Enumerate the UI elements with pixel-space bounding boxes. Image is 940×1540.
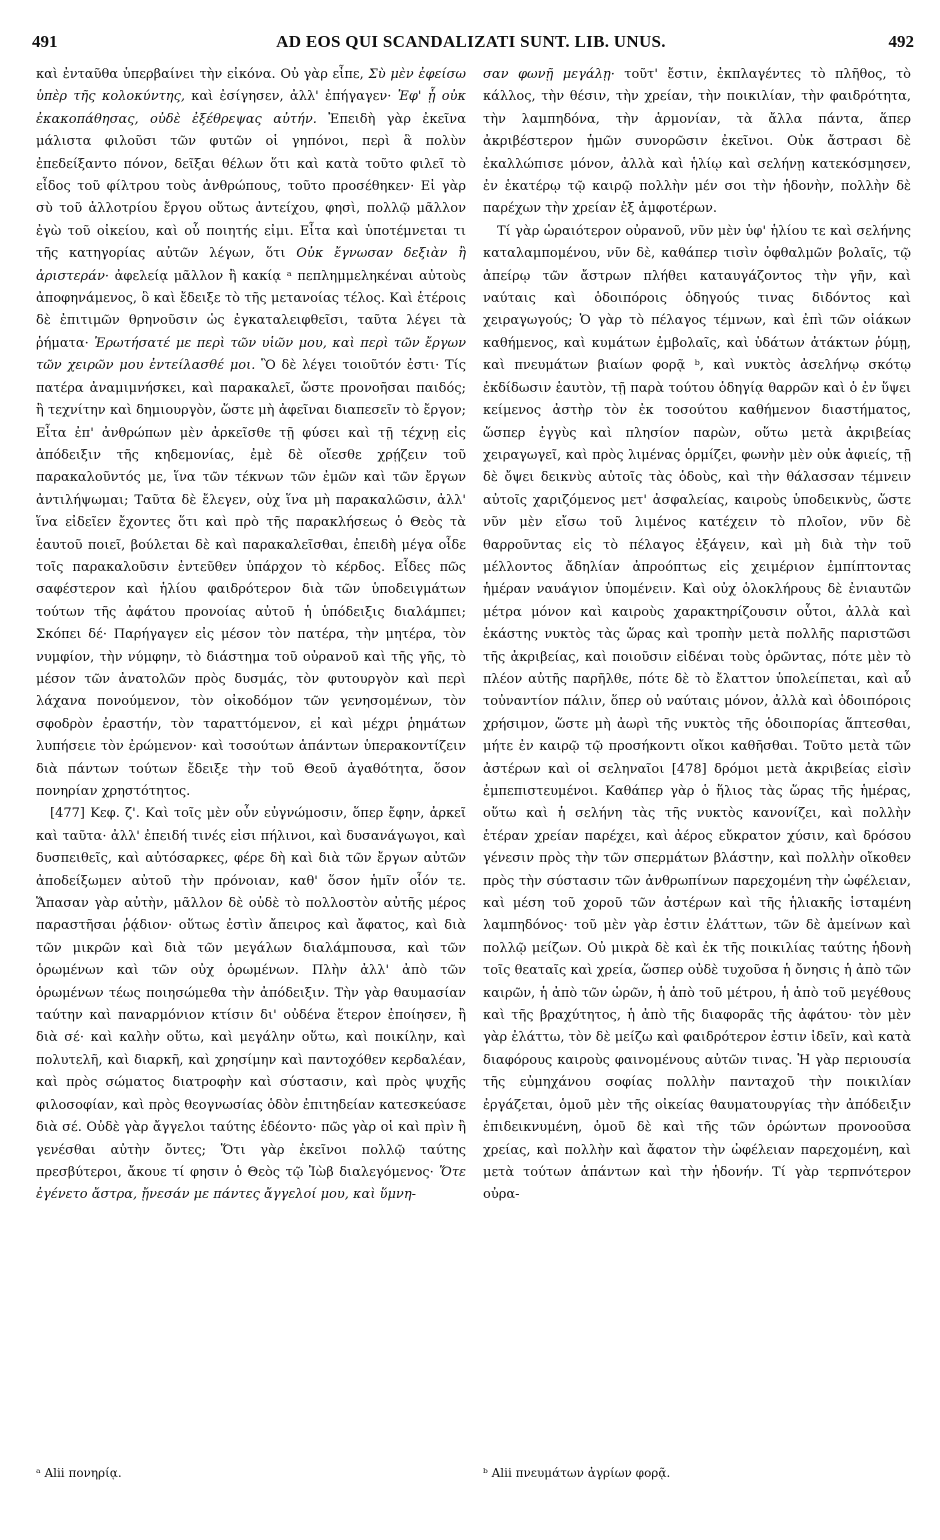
text-run: Ἐπειδὴ γὰρ ἐκεῖνα μάλιστα φιλοῦσι τῶν φυτῶν οἱ γηπόνοι, περὶ ἃ πολὺν ἐπεδείξαντο πόνον, δεῖξαι θέλων ὅτι καὶ κατὰ τοῦτο φιλεῖ τὸ εἶδος τοῦ φίλτρου τοὺς ἀνθρώπους, τοῦτο προσέθηκεν· Εἰ γὰρ σὺ τοῦ ἀλλοτρίου ἔργου οὕτως ἀντείχου, φησὶ, πολλῷ μᾶλλον ἐγὼ τοῦ οἰκείου, καὶ οὗ ποιητής εἰμι. Εἶτα καὶ ὑποτέμνεται τι τῆς κατηγορίας αὐτῶν λέγων, ὅτι [36, 111, 466, 262]
scripture-quote: σαν φωνῇ μεγάλῃ· [483, 67, 615, 82]
scripture-quote: Σὺ μὲν ἐφείσω ὑπὲρ τῆς κολοκύντης, [36, 67, 466, 105]
scripture-quote: Ἐφ' ᾗ οὐκ ἐκακοπάθησας, οὐδὲ ἐξέθρεψας αὐτήν. [36, 89, 466, 127]
text-run: ἀφελείᾳ μᾶλλον ἢ κακίᾳ ᵃ πεπλημμεληκέναι αὐτοὺς ἀποφηνάμενος, ὃ καὶ ἔδειξε τὸ τῆς μετανοίας τέλος. Καὶ ἑτέροις δὲ ἐπιτιμῶν θρηνοῦσιν ὡς ἐγκαταλειφθεῖσι, ταῦτα λέγει τὰ ῥήματα· [36, 268, 466, 351]
right-paragraph-2: Τί γὰρ ὡραιότερον οὐρανοῦ, νῦν μὲν ὑφ' ἡλίου τε καὶ σελήνης καταλαμπομένου, νῦν δὲ, καθάπερ τισὶν ὀφθαλμῶν βολαῖς, τῷ ἀπείρῳ τῶν ἄστρων πλήθει καταυγάζοντος τὴν γῆν, καὶ ναύταις καὶ ὁδοιπόροις ὁδηγούς τινας διδόντος καὶ χειραγωγούς; Ὁ γὰρ τὸ πέλαγος τέμνων, καὶ ἐπὶ τῶν οἰάκων καθήμενος, καὶ κυμάτων ἐμβολαῖς, καὶ ὑδάτων ἀτάκτων ῥύμῃ, καὶ πνευμάτων βιαίων φορᾷ ᵇ, καὶ νυκτὸς ἀσελήνῳ σκότῳ ἐκδίδωσιν ἑαυτὸν, τῇ παρὰ τούτου ὁδηγίᾳ θαρρῶν καὶ ὁ ἐν ὕψει κείμενος ἀστὴρ τὸν ἐκ τοσούτου καθήμενον διαστήματος, ὥσπερ ἐγγὺς καὶ πλησίον παρὼν, οὕτω μετὰ ἀκριβείας χειραγωγεῖ, καὶ πρὸς λιμένας ὁρμίζει, φωνὴν μὲν οὐκ ἀφιείς, τῇ δὲ ὄψει δεικνὺς αὐτοῖς τὰς ὁδοὺς, καὶ τὴν θάλασσαν τέμνειν αὐτοῖς χαριζόμενος μετ' ἀσφαλείας, καιροὺς ὑποδεικνὺς, ὥστε νῦν μὲν εἴσω τοῦ λιμένος κατέχειν τὸ πλοῖον, νῦν δὲ θαρροῦντας εἰς τὸ πέλαγος ἐξάγειν, καὶ μὴ διὰ τὴν τοῦ μέλλοντος ἄδηλίαν ἀπροόπτως εἰς χειμέριον ἐμπίπτοντας ἡμέραν ναυάγιον ὑπομένειν. Καὶ οὐχ ὁλοκλήρους δὲ ἐνιαυτῶν μέτρα μόνον καὶ καιροὺς χαρακτηρίζουσιν οὗτοι, ἀλλὰ καὶ ἑκάστης νυκτὸς τὰς ὥρας καὶ τροπὴν μετὰ πολλῆς παριστῶσι τῆς ἀκριβείας, καὶ ποιοῦσιν εἰδέναι τοὺς ὁρῶντας, πότε μὲν τὸ πλέον αὐτῆς παρῆλθε, πότε δὲ τὸ ἔλαττον ὑπολείπεται, καὶ αὖ τοὐναντίον πάλιν, ὅπερ οὐ ναύταις μόνον, ἀλλὰ καὶ ὁδοιπόροις χρήσιμον, ὥστε μὴ ἀωρὶ τῆς νυκτὸς τῆς ὁδοιπορίας ἅπτεσθαι, μήτε ἐν καιρῷ τῷ προσήκοντι οἴκοι καθῆσθαι. Τοῦτο μετὰ τῶν ἀστέρων καὶ οἱ σεληναῖοι [478] δρόμοι μετὰ ἀκριβείας εἰσὶν ἐμπεπιστευμένοι. Καθάπερ γὰρ ὁ ἥλιος τὰς ὥρας τῆς ἡμέρας, οὕτω καὶ ἡ σελήνη τὰς τῆς νυκτὸς κανονίζει, καὶ πολλὴν ἑτέραν χρείαν παρέχει, καὶ ἀέρος εὔκρατον χύσιν, καὶ δρόσου γένεσιν πρὸς τὴν τῶν σπερμάτων βλάστην, καὶ πολλὴν οἴκοθεν πρὸς τὴν σύστασιν τῶν ἀνθρωπίνων παρεχομένη τὴν ὠφέλειαν, καὶ μέση τοῦ χοροῦ τῶν ἀστέρων καὶ τῆς ἡλιακῆς ἱσταμένη λαμπηδόνος· τοῦ μὲν γὰρ ἐστιν ἐλάττων, τῶν δὲ ἀμείνων καὶ πολλῷ μείζων. Οὐ μικρὰ δὲ καὶ ἐκ τῆς ποικιλίας ταύτης ἡδονὴ τοῖς θεαταῖς καὶ χρεία, ὥσπερ οὐδὲ τυχοῦσα ἡ ὄνησις ἡ ἀπὸ τῶν καιρῶν, ἡ ἀπὸ τῶν ὡρῶν, ἡ ἀπὸ τοῦ μέτρου, ἡ ἀπὸ τοῦ μεγέθους καὶ τῆς βραχύτητος, ἡ ἀπὸ τῆς διαφορᾶς τῆς ἀφάτου· τὸν μὲν γὰρ ἐλάττω, τὸν δὲ μείζω καὶ φαιδρότερον ἐστιν ἰδεῖν, καὶ κατὰ διαφόρους καιροὺς φαινομένους αὐτῶν τινας. Ἡ γὰρ περιουσία τῆς εὐμηχάνου σοφίας πολλὴν πανταχοῦ τὴν ποικιλίαν ἐργάζεται, ὁμοῦ μὲν τῆς οἰκείας θαυματουργίας τὴν ἀπόδειξιν ἐπιδεικνυμένη, ὁμοῦ δὲ καὶ τῆς τῶν ὁρώντων προνοοῦσα χρείας, καὶ πολλὴν καὶ ἄφατον τὴν ὠφέλειαν παρεχομένη, καὶ μετὰ τούτων ἁπάντων καὶ τὴν ἡδονήν. Τί γὰρ τερπνότερον οὐρα- [483, 223, 911, 1203]
text-run: καὶ ἐνταῦθα ὑπερβαίνει τὴν εἰκόνα. Οὐ γὰρ εἶπε, [36, 67, 369, 82]
text-run: τοῦτ' ἔστιν, ἐκπλαγέντες τὸ πλῆθος, τὸ κάλλος, τὴν θέσιν, τὴν χρείαν, τὴν ποικιλίαν, τὴν φαιδρότητα, τὴν λαμπηδόνα, τὴν ἁρμονίαν, τὰ ἄλλα πάντα, ἅπερ ἀκριβέστερον ἡμῶν συνορῶσιν ἐκεῖνοι. Οὐκ ἄστρασι δὲ ἐκαλλώπισε μόνον, ἀλλὰ καὶ ἡλίῳ καὶ σελήνῃ κατεκόσμησεν, ἐν ἑκατέρῳ τῷ καιρῷ πολλὴν μέν σοι τὴν ἡδονὴν, πολλὴν δὲ παρέχων τὴν χρείαν ἐξ ἀμφοτέρων. [483, 67, 911, 217]
left-paragraph-2 [36, 803, 466, 1206]
page-number-right: 492 [888, 32, 914, 51]
scripture-quote: Ἐρωτήσατέ με περὶ τῶν υἱῶν μου, καὶ περὶ τῶν ἔργων τῶν χειρῶν μου ἐντείλασθέ μοι. [36, 335, 466, 374]
footnote-a: ᵃ Alii πονηρίᾳ. [36, 1466, 122, 1480]
running-header [28, 32, 914, 58]
scripture-quote: Οὐκ ἔγνωσαν δεξιὰν ἢ ἀριστεράν· [36, 246, 466, 284]
right-column [483, 64, 911, 1449]
running-title: AD EOS QUI SCANDALIZATI SUNT. LIB. UNUS. [276, 32, 666, 51]
text-run: [477] Κεφ. ζ'. Καὶ τοῖς μὲν οὖν εὐγνώμοσιν, ὅπερ ἔφην, ἀρκεῖ καὶ ταῦτα· ἀλλ' ἐπειδή τινές εἰσι πήλινοι, καὶ δυσανάγωγοι, καὶ δυσπειθεῖς, καὶ αὐτόσαρκες, φέρε δὴ καὶ διὰ τῶν ἔργων αὐτῶν ἀποδείξωμεν αὐτοῦ τὴν πρόνοιαν, καθ' ὅσον ἡμῖν οἷόν τε. Ἅπασαν γὰρ αὐτὴν, μᾶλλον δὲ οὐδὲ τὸ πολλοστὸν αὐτῆς μέρος παραστῆσαι ῥᾴδιον· οὕτως ἐστὶν ἄπειρος καὶ ἄφατος, καὶ διὰ τῶν μικρῶν καὶ διὰ τῶν μεγάλων διαλάμπουσα, καὶ τῶν ὁρωμένων καὶ τῶν οὐχ ὁρωμένων. Πλὴν ἀλλ' ἀπὸ τῶν ὁρωμένων τέως ποιησώμεθα τὴν ἀπόδειξιν. Τὴν γὰρ θαυμασίαν ταύτην καὶ παναρμόνιον κτίσιν δι' οὐδένα ἕτερον ἐποίησεν, ἢ διὰ σέ· καὶ καλὴν οὕτω, καὶ μεγάλην οὕτω, καὶ ποικίλην, καὶ πολυτελῆ, καὶ διαρκῆ, καὶ χρησίμην καὶ παντοχόθεν κερδαλέαν, καὶ πρὸς σώματος διατροφὴν καὶ σύστασιν, καὶ πρὸς ψυχῆς φιλοσοφίαν, καὶ πρὸς θεογνωσίας ὁδὸν ἐπιτηδείαν κατεσκεύασε διὰ σέ. Οὐδὲ γὰρ ἄγγελοι ταύτης ἐδέοντο· πῶς γὰρ οἱ καὶ πρὶν ἢ γενέσθαι αὐτὴν ὄντες; Ὅτι γὰρ ἐκεῖνοι πολλῷ ταύτης πρεσβύτεροι, ἄκουε τί φησιν ὁ Θεὸς τῷ Ἰὼβ διαλεγόμενος· [36, 806, 466, 1180]
left-paragraph-1 [36, 64, 466, 803]
left-column [36, 64, 466, 1449]
text-run: καὶ ἐσίγησεν, ἀλλ' ἐπήγαγεν· [185, 89, 398, 105]
scripture-quote: Ὅτε ἐγένετο ἄστρα, ᾔνεσάν με πάντες ἄγγελοί μου, καὶ ὕμνη- [36, 1164, 466, 1203]
footnote-b: ᵇ Alii πνευμάτων ἀγρίων φορᾷ. [483, 1466, 671, 1480]
right-paragraph-1 [483, 64, 911, 221]
page-number-left: 491 [32, 32, 58, 51]
text-run: Ὃ δὲ λέγει τοιοῦτόν ἐστι· Τίς πατέρα ἀναμιμνήσκει, καὶ παρακαλεῖ, ὥστε προνοῆσαι παιδός; ἢ τεχνίτην καὶ δημιουργὸν, ὥστε μὴ ἀφεῖναι διαπεσεῖν τὸ ἔργον; Εἶτα ἐπ' ἀνθρώπων μὲν ἀρκεῖσθε τῇ φύσει καὶ τῇ τέχνῃ εἰς ἀπόδειξιν τῆς κηδεμονίας, ἐμὲ δὲ οἴεσθε χρῄζειν τοῦ παρακαλοῦντός με, ἵνα τῶν τέκνων τῶν ἐμῶν καὶ τῶν ἔργων ἀντιλήψωμαι; Ταῦτα δὲ ἔλεγεν, οὐχ ἵνα μὴ παρακαλῶσιν, ἀλλ' ἵνα εἰδεῖεν ἔχοντες ὅτι καὶ πρὸ τῆς παρακλήσεως ὁ Θεὸς τὰ ἑαυτοῦ ποιεῖ, βούλεται δὲ καὶ παρακαλεῖσθαι, ἐπειδὴ μέγα οἶδε τοῖς παρακαλοῦσιν ἐντεῦθεν ὑπάρχον τὸ κέρδος. Εἶδες πῶς σαφέστερον καὶ ἡλίου φαιδρότερον διὰ τῶν ὑποδειγμάτων τούτων τῆς ἀφάτου προνοίας αὐτοῦ ἡ ὑπόδειξις διαλάμπει; Σκόπει δέ· Παρήγαγεν εἰς μέσον τὸν πατέρα, τὴν μητέρα, τὸν νυμφίον, τὴν νύμφην, τὸ διάστημα τοῦ οὐρανοῦ καὶ τῆς γῆς, τὸ μέσον τῶν ἀνατολῶν πρὸς δυσμάς, τὸν φυτουργὸν καὶ περὶ λάχανα πονούμενον, τὸν οἰκοδόμον τῶν γενησομένων, τὸν σφοδρὸν ἐραστήν, τὸν ταραττόμενον, εἰ καὶ μέχρι ῥημάτων λυπήσειε τὸν ἐρώμενον· καὶ τοσούτων ἁπάντων ὑπερακοντίζειν διὰ πάντων τούτων ἔδειξε τὴν τοῦ Θεοῦ ἀγαθότητα, ὅσον πονηρίαν χρηστότητος. [36, 358, 466, 799]
